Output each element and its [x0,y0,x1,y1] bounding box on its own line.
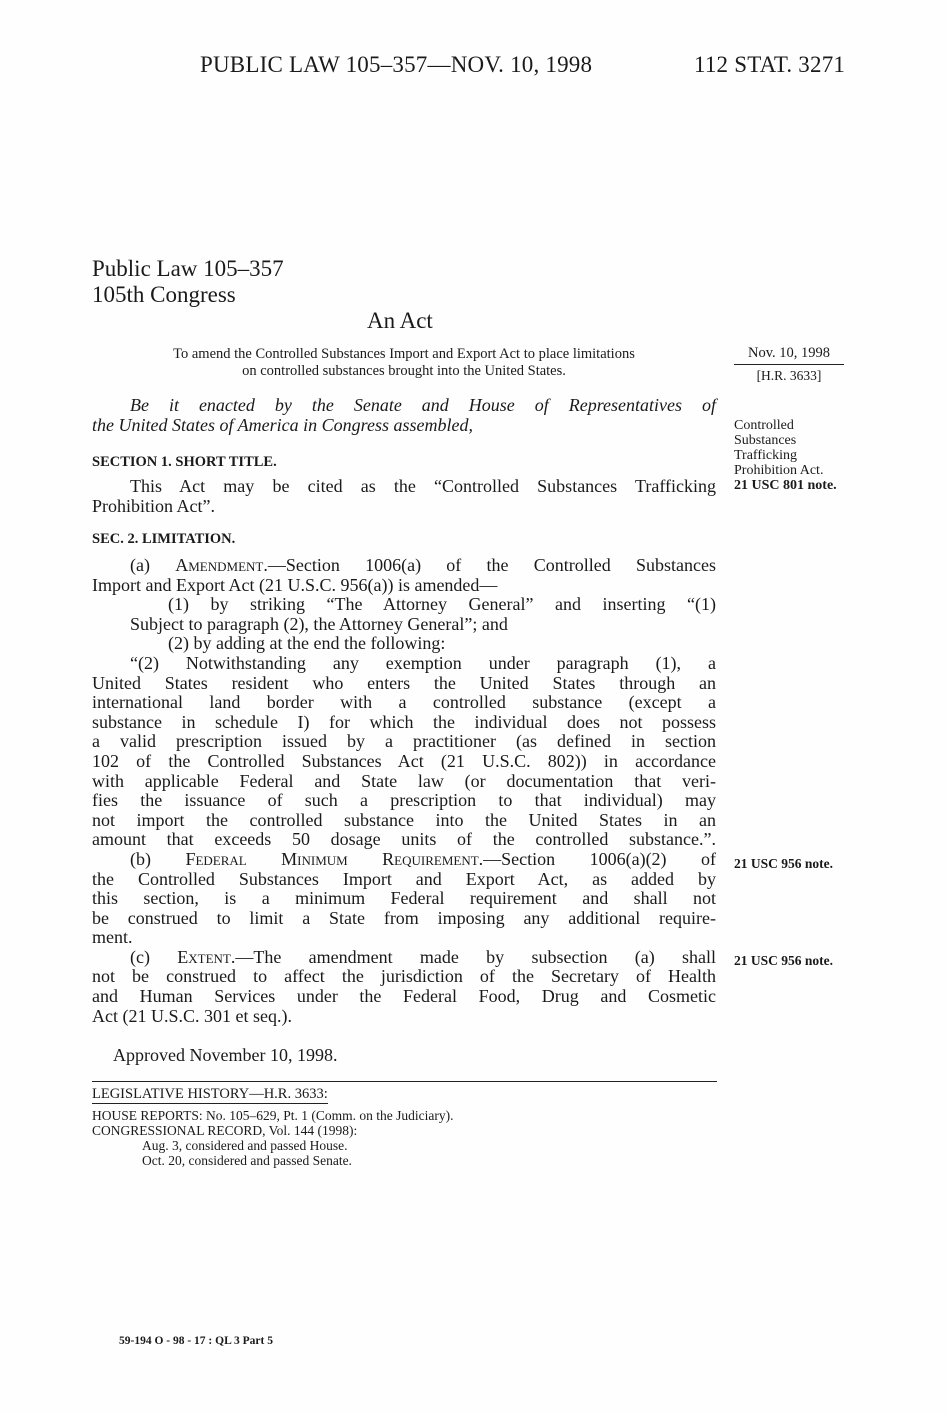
history-subline: Oct. 20, considered and passed Senate. [142,1153,352,1168]
footer-print-code: 59-194 O - 98 - 17 : QL 3 Part 5 [119,1335,273,1347]
subsection-c-line: and Human Services under the Federal Food, Drug and Cosmetic [92,986,716,1007]
subsection-b-line [92,850,716,870]
subsection-b-text: .—Section 1006(a)(2) of [478,848,716,869]
quoted-line: substance in schedule I) for which the individual does not possess [92,711,716,732]
subsection-b-heading: Federal Minimum Requirement [185,848,479,869]
history-line: HOUSE REPORTS: No. 105–629, Pt. 1 (Comm. on the Judiciary). [92,1108,454,1123]
running-title: PUBLIC LAW 105–357—NOV. 10, 1998 [200,52,593,77]
legislative-history-title-text: LEGISLATIVE HISTORY—H.R. 3633: [92,1086,328,1102]
margin-bill-number: [H.R. 3633] [756,368,822,383]
quoted-line: amount that exceeds 50 dosage units of the controlled substance.”. [92,829,716,850]
subsection-a-label: (a) [130,555,176,575]
legislative-history-title [92,1086,328,1103]
margin-note-line: Substances [734,433,797,448]
subsection-c-label: (c) [130,946,178,967]
public-law-number: Public Law 105–357 [92,256,284,281]
history-top-rule [92,1081,717,1082]
subsection-b-line: the Controlled Substances Import and Export Act, as added by [92,868,716,889]
legislative-history-entries [92,1108,453,1168]
section-1-heading: SECTION 1. SHORT TITLE. [92,454,277,470]
margin-short-title-note [734,418,837,493]
congress-number: 105th Congress [92,282,236,307]
section-2-heading: SEC. 2. LIMITATION. [92,531,236,547]
subsection-c-text: .—The amendment made by subsection (a) shall [230,946,716,967]
subsection-a-line [92,556,716,576]
quoted-line: with applicable Federal and State law (or documentation that veri- [92,770,716,791]
approval-date: Approved November 10, 1998. [113,1045,338,1065]
subsection-b-line: ment. [92,927,133,948]
item-1-line: (1) by striking “The Attorney General” and inserting “(1) [168,594,716,615]
quoted-line: 102 of the Controlled Substances Act (21 U.S.C. 802)) in accordance [92,750,716,771]
subsection-c-line: Act (21 U.S.C. 301 et seq.). [92,1005,292,1026]
section-1-text [92,477,716,516]
stat-page-number: 112 STAT. 3271 [694,52,846,77]
history-subline: Aug. 3, considered and passed House. [142,1138,348,1153]
margin-note-line: Trafficking [734,448,797,463]
quoted-line: a valid prescription issued by a practitioner (as defined in section [92,731,716,752]
margin-date: Nov. 10, 1998 [734,345,844,365]
section-1-line: Prohibition Act”. [92,495,215,516]
item-1-line: Subject to paragraph (2), the Attorney General”; and [130,613,508,634]
quoted-line: “(2) Notwithstanding any exemption under paragraph (1), a [130,652,716,673]
quoted-line: fies the issuance of such a prescription to that individual) may [92,790,716,811]
subsection-b-line: be construed to limit a State from imposing any additional require- [92,907,716,928]
purpose-line: To amend the Controlled Substances Import and Export Act to place limitations [173,346,635,362]
item-2-line: (2) by adding at the end the following: [168,633,446,654]
margin-note-line: Controlled [734,418,794,433]
subsection-a-heading: Amendment [175,555,264,575]
history-line: CONGRESSIONAL RECORD, Vol. 144 (1998): [92,1123,358,1138]
quoted-line: not import the controlled substance into the United States in an [92,809,716,830]
margin-note-subsection-c: 21 USC 956 note. [734,953,834,968]
section-1-line: This Act may be cited as the “Controlled Substances Trafficking [130,476,716,496]
purpose-line: on controlled substances brought into the United States. [242,363,566,379]
subsection-c-heading: Extent [177,946,231,967]
subsection-a-line: Import and Export Act (21 U.S.C. 956(a)) is amended— [92,574,498,595]
act-label: An Act [367,308,433,333]
subsection-c-line [92,948,716,968]
margin-note-line: 21 USC 801 note. [734,478,837,493]
subsection-a-text: .—Section 1006(a) of the Controlled Substances [263,555,717,575]
subsection-b-line: this section, is a minimum Federal requirement and shall not [92,888,716,909]
enacting-line: Be it enacted by the Senate and House of Representatives of [130,395,716,415]
enacting-clause [92,396,716,435]
quoted-line: international land border with a controlled substance (except a [92,692,716,713]
subsection-c-line: not be construed to affect the jurisdiction of the Secretary of Health [92,966,716,987]
subsection-b-label: (b) [130,848,186,869]
section-2-body [92,556,716,1026]
purpose-statement [114,346,694,380]
margin-note-line: Prohibition Act. [734,463,824,478]
enacting-line: the United States of America in Congress assembled, [92,414,473,435]
quoted-line: United States resident who enters the United States through an [92,672,716,693]
margin-note-subsection-b: 21 USC 956 note. [734,856,834,871]
